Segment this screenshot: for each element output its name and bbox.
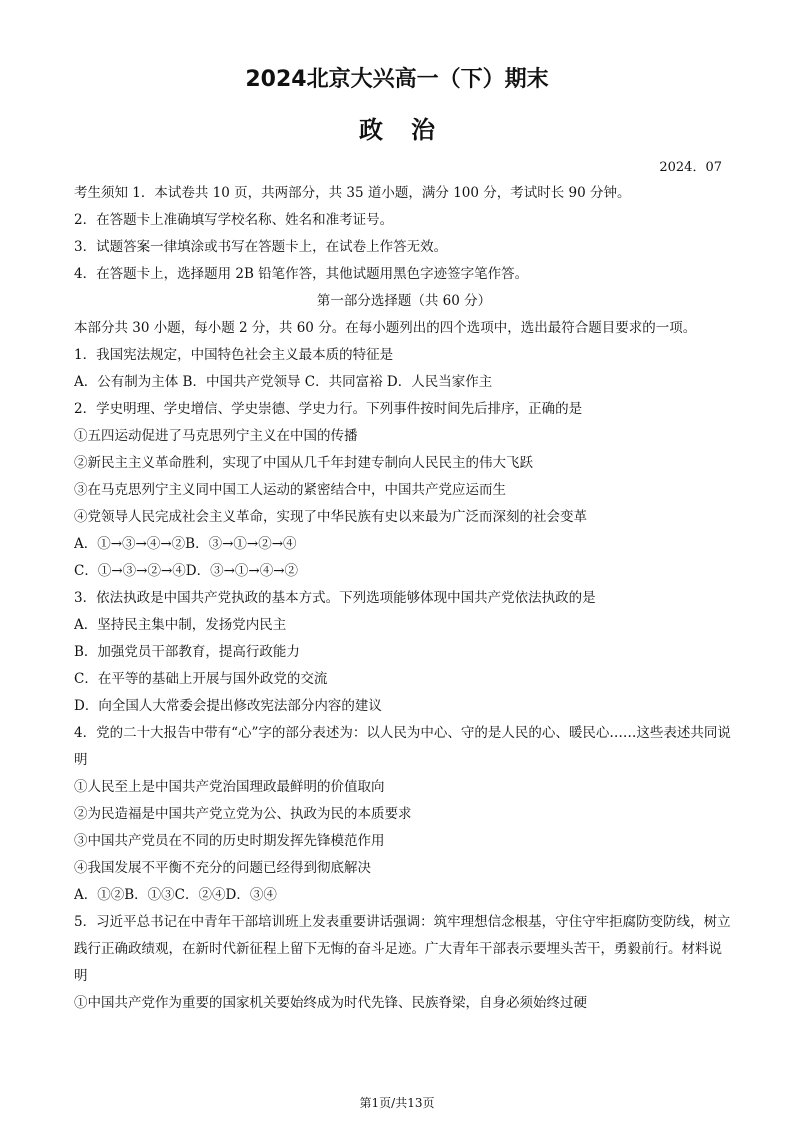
exam-date: 2024．07: [659, 160, 722, 175]
question-item: ②为民造福是中国共产党立党为公、执政为民的本质要求: [74, 806, 412, 822]
question-options: C．①→③→②→④D．③→①→④→②: [74, 563, 299, 579]
question-item: ①人民至上是中国共产党治国理政最鲜明的价值取向: [74, 779, 385, 795]
notice-line: 4．在答题卡上，选择题用 2B 铅笔作答，其他试题用黑色字迹签字笔作答。: [74, 266, 529, 282]
notice-line: 考生须知 1．本试卷共 10 页，共两部分，共 35 道小题，满分 100 分，考试时长 90 分钟。: [74, 185, 631, 201]
question-option: A．坚持民主集中制，发扬党内民主: [74, 617, 287, 633]
question-stem: 5．习近平总书记在中青年干部培训班上发表重要讲话强调：筑牢理想信念根基，守住守牢拒腐防变防线，树立践行正确政绩观，在新时代新征程上留下无悔的奋斗足迹。广大青年干部表示要埋头苦干，勇毅前行。材料说明: [74, 914, 731, 984]
page-footer: 第1页/共13页: [359, 1096, 435, 1110]
exam-title: 2024北京大兴高一（下）期末: [245, 67, 549, 92]
section-intro: 本部分共 30 小题，每小题 2 分，共 60 分。在每小题列出的四个选项中，选出最符合题目要求的一项。: [74, 320, 697, 336]
section-title: 第一部分选择题（共 60 分）: [316, 293, 492, 309]
question-item: ②新民主主义革命胜利，实现了中国从几千年封建专制向人民民主的伟大飞跃: [74, 455, 533, 471]
question-item: ④党领导人民完成社会主义革命，实现了中华民族有史以来最为广泛而深刻的社会变革: [74, 509, 587, 525]
question-item: ④我国发展不平衡不充分的问题已经得到彻底解决: [74, 860, 371, 876]
notice-line: 3．试题答案一律填涂或书写在答题卡上，在试卷上作答无效。: [74, 239, 448, 255]
question-item: ①五四运动促进了马克思列宁主义在中国的传播: [74, 428, 358, 444]
question-item: ③在马克思列宁主义同中国工人运动的紧密结合中，中国共产党应运而生: [74, 482, 506, 498]
subject-title: 政治: [359, 116, 463, 144]
question-options: A．①②B．①③C．②④D．③④: [74, 887, 277, 903]
question-item: ①中国共产党作为重要的国家机关要始终成为时代先锋、民族脊梁，自身必须始终过硬: [74, 995, 587, 1011]
question-item: ③中国共产党员在不同的历史时期发挥先锋模范作用: [74, 833, 385, 849]
notice-line: 2．在答题卡上准确填写学校名称、姓名和准考证号。: [74, 212, 394, 228]
question-option: B．加强党员干部教育，提高行政能力: [74, 644, 300, 660]
question-option: D．向全国人大常委会提出修改宪法部分内容的建议: [74, 698, 382, 714]
question-option: C．在平等的基础上开展与国外政党的交流: [74, 671, 328, 687]
question-options: A．①→③→④→②B．③→①→②→④: [74, 536, 297, 552]
question-stem: 2．学史明理、学史增信、学史崇德、学史力行。下列事件按时间先后排序，正确的是: [74, 401, 583, 417]
question-stem: 3．依法执政是中国共产党执政的基本方式。下列选项能够体现中国共产党依法执政的是: [74, 590, 596, 606]
question-stem: 1．我国宪法规定，中国特色社会主义最本质的特征是: [74, 347, 394, 363]
question-options: A．公有制为主体 B．中国共产党领导 C．共同富裕 D．人民当家作主: [74, 374, 493, 390]
exam-body: [74, 180, 734, 1017]
question-stem: 4．党的二十大报告中带有“心”字的部分表述为：以人民为中心、守的是人民的心、暖民心……这些表述共同说明: [74, 725, 731, 768]
